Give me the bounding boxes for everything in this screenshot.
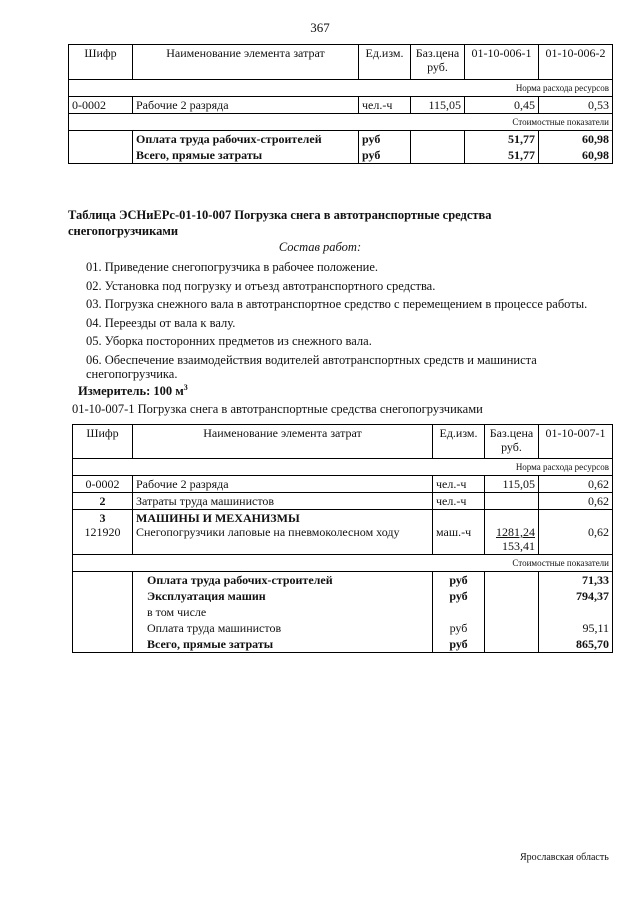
total-name: Всего, прямые затраты — [133, 147, 359, 164]
composition-heading: Состав работ: — [278, 240, 362, 254]
total-v1: 71,33 — [539, 572, 613, 589]
work-steps-list — [86, 258, 616, 384]
machine-v1: 0,62 — [588, 525, 609, 539]
total-v1: 95,11 — [539, 620, 613, 636]
row-code: 0-0002 — [73, 476, 133, 493]
list-item: 01. Приведение снегопогрузчика в рабочее положение. — [86, 260, 379, 274]
machine-codes — [73, 510, 133, 555]
total-name: Оплата труда машинистов — [133, 620, 433, 636]
total-unit: руб — [433, 636, 485, 653]
row-v1: 0,45 — [465, 97, 539, 114]
total-v2: 60,98 — [539, 131, 613, 148]
header-col1: 01-10-007-1 — [539, 425, 613, 459]
total-unit — [433, 604, 485, 620]
resource-table-2 — [72, 424, 613, 653]
total-row — [73, 588, 613, 604]
row-price: 115,05 — [485, 476, 539, 493]
header-col2: 01-10-006-2 — [539, 45, 613, 80]
header-code: Шифр — [73, 425, 133, 459]
total-name: Оплата труда рабочих-строителей — [133, 131, 359, 148]
machine-name: Снегопогрузчики лаповые на пневмоколесном ходу — [136, 525, 400, 539]
row-unit: чел.-ч — [433, 493, 485, 510]
table-row — [73, 510, 613, 555]
header-price: Баз.цена руб. — [485, 425, 539, 459]
machine-code: 121920 — [84, 525, 121, 539]
row-price: 115,05 — [411, 97, 465, 114]
list-item: 06. Обеспечение взаимодействия водителей автотранспортных средств и машиниста — [86, 352, 537, 367]
header-col1: 01-10-006-1 — [465, 45, 539, 80]
cost-label: Стоимостные показатели — [73, 555, 613, 572]
total-name: Эксплуатация машин — [133, 588, 433, 604]
row-v2: 0,53 — [539, 97, 613, 114]
list-item: 02. Установка под погрузку и отъезд автотранспортного средства. — [86, 278, 436, 293]
cost-label: Стоимостные показатели — [69, 114, 613, 131]
norm-label: Норма расхода ресурсов — [69, 80, 613, 97]
resource-table-1 — [68, 44, 613, 164]
total-v1: 865,70 — [539, 636, 613, 653]
total-v1 — [539, 604, 613, 620]
table-caption: 01-10-007-1 Погрузка снега в автотранспортные средства снегопогрузчиками — [72, 402, 483, 416]
total-name: в том числе — [133, 604, 433, 620]
total-v2: 60,98 — [539, 147, 613, 164]
list-item: 04. Переезды от вала к валу. — [86, 315, 236, 330]
header-code: Шифр — [69, 45, 133, 80]
header-unit: Ед.изм. — [433, 425, 485, 459]
norm-label: Норма расхода ресурсов — [73, 459, 613, 476]
header-unit: Ед.изм. — [359, 45, 411, 80]
machine-unit: маш.-ч — [436, 525, 472, 539]
total-v1: 51,77 — [465, 131, 539, 148]
footer-region: Ярославская область — [520, 852, 609, 863]
table-row — [69, 97, 613, 114]
group-name: МАШИНЫ И МЕХАНИЗМЫ — [136, 511, 300, 525]
row-unit: чел.-ч — [359, 97, 411, 114]
total-row — [69, 131, 613, 148]
row-v1: 0,62 — [539, 476, 613, 493]
list-item-continuation: снегопогрузчика. — [86, 367, 178, 381]
row-unit: чел.-ч — [433, 476, 485, 493]
machine-price-2: 153,41 — [502, 539, 535, 553]
page-number: 367 — [310, 20, 330, 35]
measure-unit: Измеритель: 100 $м^3$ — [78, 383, 188, 399]
section-title: Таблица ЭСНиЕРс-01-10-007 Погрузка снега в автотранспортные средства снегопогрузчиками — [68, 208, 492, 238]
row-code: 2 — [73, 493, 133, 510]
row-name: Рабочие 2 разряда — [133, 97, 359, 114]
group-code: 3 — [99, 511, 106, 525]
table-row — [73, 493, 613, 510]
total-row — [73, 620, 613, 636]
row-price — [485, 493, 539, 510]
total-name: Всего, прямые затраты — [133, 636, 433, 653]
row-name: Затраты труда машинистов — [133, 493, 433, 510]
header-price: Баз.цена руб. — [411, 45, 465, 80]
total-v1: 51,77 — [465, 147, 539, 164]
header-name: Наименование элемента затрат — [133, 45, 359, 80]
total-unit: руб — [359, 131, 411, 148]
total-name: Оплата труда рабочих-строителей — [133, 572, 433, 589]
header-name: Наименование элемента затрат — [133, 425, 433, 459]
total-unit: руб — [359, 147, 411, 164]
total-row — [73, 636, 613, 653]
row-code: 0-0002 — [69, 97, 133, 114]
row-name: Рабочие 2 разряда — [133, 476, 433, 493]
total-row — [73, 572, 613, 589]
machine-names — [133, 510, 433, 555]
total-unit: руб — [433, 620, 485, 636]
machine-price: 1281,24 — [496, 525, 535, 539]
list-item: 05. Уборка посторонних предметов из снежного вала. — [86, 334, 372, 348]
table-row — [73, 476, 613, 493]
row-v1: 0,62 — [539, 493, 613, 510]
total-unit: руб — [433, 572, 485, 589]
total-row — [69, 147, 613, 164]
total-row — [73, 604, 613, 620]
total-unit: руб — [433, 588, 485, 604]
list-item: 03. Погрузка снежного вала в автотранспортное средство с перемещением в процессе работы. — [86, 297, 588, 311]
total-v1: 794,37 — [539, 588, 613, 604]
